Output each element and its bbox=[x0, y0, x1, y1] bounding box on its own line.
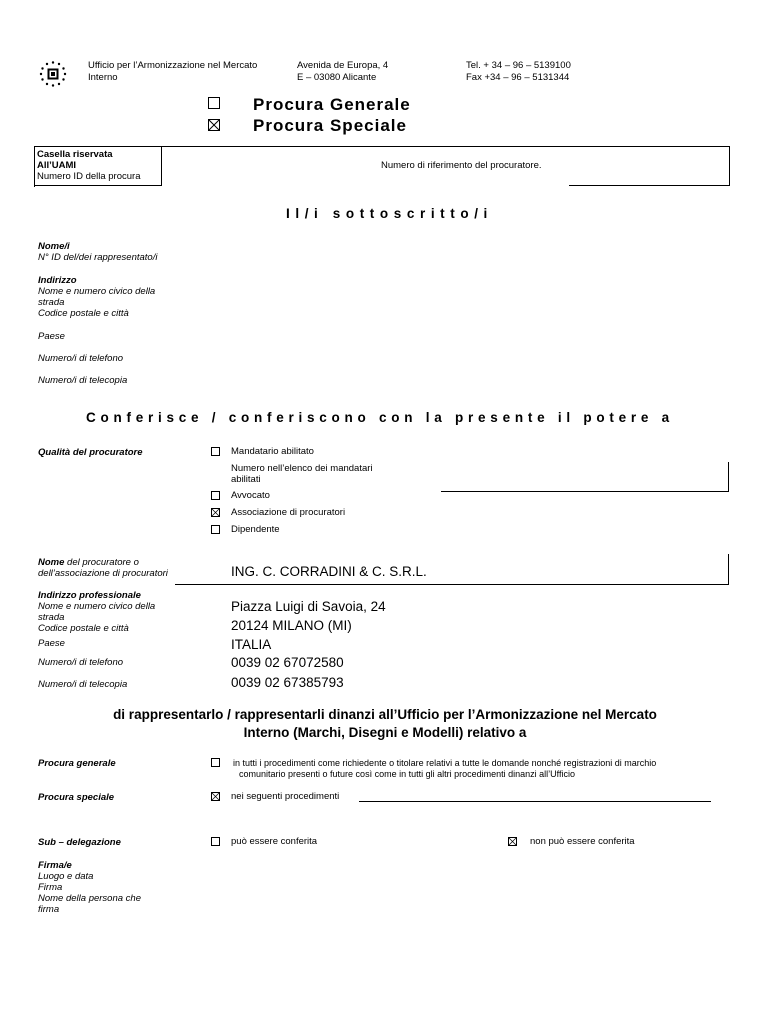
subdelegation-label: Sub – delegazione bbox=[38, 837, 121, 848]
reserved-box-divider bbox=[34, 185, 161, 186]
option-employee-checkbox[interactable] bbox=[211, 525, 220, 534]
general-power-checkbox[interactable] bbox=[208, 97, 220, 109]
agent-name-field-border bbox=[728, 554, 729, 585]
special-procedures-field[interactable] bbox=[359, 801, 711, 802]
office-name: Ufficio per l’Armonizzazione nel Mercato Interno bbox=[88, 60, 258, 83]
check-x-icon bbox=[509, 838, 516, 845]
undersigned-heading: Il/i sottoscritto/i bbox=[286, 206, 493, 221]
office-contacts: Tel. + 34 – 96 – 5139100 Fax +34 – 96 – 5131344 bbox=[466, 60, 571, 83]
agent-fax-value[interactable]: 0039 02 67385793 bbox=[231, 675, 344, 690]
option-lawyer-label: Avvocato bbox=[231, 490, 270, 501]
option-association-checkbox[interactable] bbox=[211, 508, 220, 517]
confers-heading: Conferisce / conferiscono con la presente il potere a bbox=[86, 410, 674, 425]
check-x-icon bbox=[212, 793, 219, 800]
general-power-label: Procura generale bbox=[38, 758, 116, 769]
undersigned-phone-label: Numero/i di telefono bbox=[38, 353, 124, 364]
agent-postal-value[interactable]: 20124 MILANO (MI) bbox=[231, 618, 352, 633]
undersigned-address-labels: Indirizzo Nome e numero civico della strada Codice postale e città bbox=[38, 275, 156, 319]
option-employee-label: Dipendente bbox=[231, 524, 280, 535]
undersigned-country-label: Paese bbox=[38, 331, 65, 342]
agent-street-value[interactable]: Piazza Luigi di Savoia, 24 bbox=[231, 599, 386, 614]
reserved-box-right-border bbox=[729, 147, 730, 186]
agent-reference-label: Numero di riferimento del procuratore. bbox=[381, 160, 542, 171]
list-number-field[interactable] bbox=[441, 491, 729, 492]
undersigned-fax-label: Numero/i di telecopia bbox=[38, 375, 128, 386]
reserved-box bbox=[34, 146, 730, 187]
general-power-text: in tutti i procedimenti come richiedente o titolare relativi a tutte le domande nonché registrazioni di marchio comunitario presenti o future così come in tutti gli altri procedimenti dinanzi all’Ufficio bbox=[233, 758, 657, 779]
agent-country-value[interactable]: ITALIA bbox=[231, 637, 272, 652]
agent-name-field-line bbox=[175, 584, 729, 585]
signature-labels: Firma/e Luogo e data Firma Nome della persona che firma bbox=[38, 860, 141, 915]
reserved-box-divider-v bbox=[161, 147, 162, 186]
agent-fax-label: Numero/i di telecopia bbox=[38, 679, 128, 690]
option-lawyer-checkbox[interactable] bbox=[211, 491, 220, 500]
check-x-icon bbox=[209, 120, 219, 130]
reserved-box-left-border bbox=[34, 147, 35, 187]
office-address: Avenida de Europa, 4 E – 03080 Alicante bbox=[297, 60, 389, 83]
list-number-field-border bbox=[728, 462, 729, 492]
agent-address-labels: Indirizzo professionale Nome e numero civico della strada Codice postale e città bbox=[38, 590, 156, 634]
option-professional-checkbox[interactable] bbox=[211, 447, 220, 456]
reserved-labels: Casella riservata All’UAMI Numero ID della procura bbox=[37, 149, 141, 182]
check-x-icon bbox=[212, 509, 219, 516]
agent-name-value[interactable]: ING. C. CORRADINI & C. S.R.L. bbox=[231, 564, 427, 579]
agent-phone-label: Numero/i di telefono bbox=[38, 657, 124, 668]
general-power-title: Procura Generale bbox=[253, 95, 411, 114]
option-association-label: Associazione di procuratori bbox=[231, 507, 346, 518]
subdelegation-denied-label: non può essere conferita bbox=[530, 836, 635, 847]
subdelegation-allowed-label: può essere conferita bbox=[231, 836, 318, 847]
agent-phone-value[interactable]: 0039 02 67072580 bbox=[231, 655, 344, 670]
special-power-label: Procura speciale bbox=[38, 792, 115, 803]
undersigned-labels: Nome/i N° ID del/dei rappresentato/i bbox=[38, 241, 158, 263]
special-power-scope-checkbox[interactable] bbox=[211, 792, 220, 801]
subdelegation-denied-checkbox[interactable] bbox=[508, 837, 517, 846]
special-power-text: nei seguenti procedimenti bbox=[231, 791, 340, 802]
special-power-title: Procura Speciale bbox=[253, 116, 407, 135]
agent-quality-label: Qualità del procuratore bbox=[38, 447, 143, 458]
subdelegation-allowed-checkbox[interactable] bbox=[211, 837, 220, 846]
option-professional-label: Mandatario abilitato bbox=[231, 446, 314, 457]
list-number-label: Numero nell’elenco dei mandatari abilitati bbox=[231, 463, 373, 485]
general-power-scope-checkbox[interactable] bbox=[211, 758, 220, 767]
special-power-checkbox[interactable] bbox=[208, 119, 220, 131]
agent-reference-field[interactable] bbox=[569, 185, 730, 186]
represent-heading: di rappresentarlo / rappresentarli dinanzi all’Ufficio per l’Armonizzazione nel Mercato Interno (Marchi, Disegni e Modelli) relativo a bbox=[113, 707, 657, 740]
agent-name-label: Nome del procuratore o dell’associazione di procuratori bbox=[38, 557, 168, 579]
ohim-logo bbox=[38, 60, 68, 88]
agent-country-label: Paese bbox=[38, 638, 65, 649]
